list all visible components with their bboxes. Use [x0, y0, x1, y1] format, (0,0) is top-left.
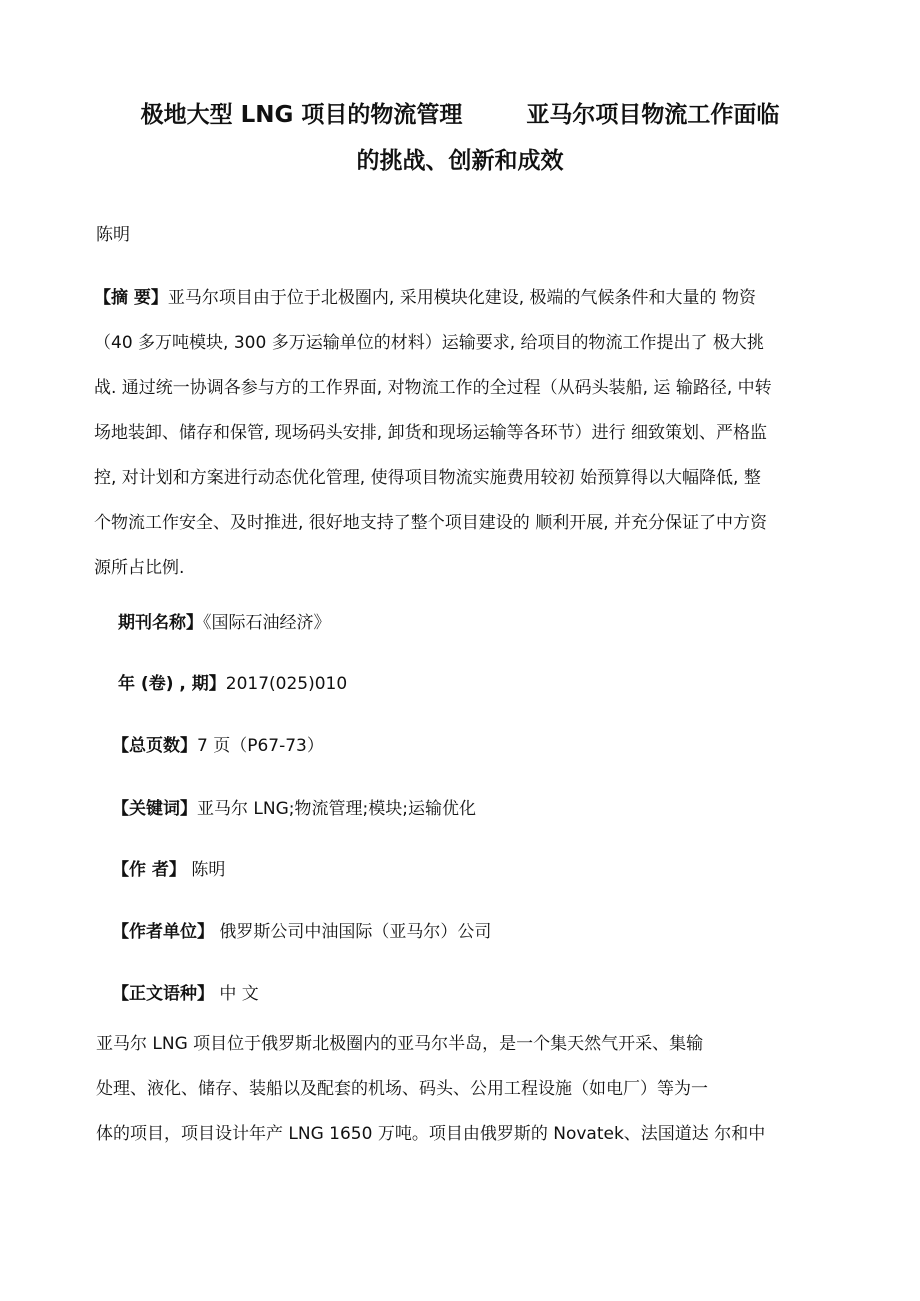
meta-keywords — [112, 794, 476, 819]
meta-author — [112, 855, 225, 880]
meta-issue — [118, 669, 347, 694]
abstract-line-6: 个物流工作安全、及时推进, 很好地支持了整个项目建设的 顺利开展, 并充分保证了中方资 — [94, 513, 768, 533]
meta-pages-value: 7 页（P67-73） — [197, 736, 324, 756]
meta-author-value: 陈明 — [185, 860, 226, 880]
meta-journal-label: 期刊名称】 — [118, 613, 203, 633]
body-paragraph — [96, 1022, 836, 1157]
meta-pages-label: 【总页数】 — [112, 736, 197, 756]
meta-keywords-label: 【关键词】 — [112, 799, 197, 819]
meta-language-value: 中 文 — [214, 984, 259, 1004]
title-line-2: 的挑战、创新和成效 — [356, 148, 564, 174]
abstract-line-7: 源所占比例. — [94, 558, 185, 578]
meta-journal — [118, 608, 331, 633]
meta-language — [112, 979, 259, 1004]
meta-author-label: 【作 者】 — [112, 860, 186, 880]
title-line-1 — [70, 92, 850, 138]
meta-language-label: 【正文语种】 — [112, 984, 214, 1004]
meta-issue-label: 年 (卷) , 期】 — [118, 674, 226, 694]
meta-issue-value: 2017(025)010 — [225, 674, 348, 694]
abstract — [94, 276, 834, 591]
document-title — [70, 92, 850, 184]
body-line-1: 亚马尔 LNG 项目位于俄罗斯北极圈内的亚马尔半岛，是一个集天然气开采、集输 — [96, 1034, 704, 1054]
abstract-line-4: 场地装卸、储存和保管, 现场码头安排, 卸货和现场运输等各环节）进行 细致策划、严格监 — [94, 423, 768, 443]
meta-keywords-value: 亚马尔 LNG;物流管理;模块;运输优化 — [197, 799, 476, 819]
abstract-line-1: 【摘 要】亚马尔项目由于位于北极圈内, 采用模块化建设, 极端的气候条件和大量的 物资 — [94, 288, 756, 308]
body-line-3: 体的项目，项目设计年产 LNG 1650 万吨。项目由俄罗斯的 Novatek、法国道达 尔和中 — [96, 1124, 766, 1144]
title-part-1: 极地大型 LNG 项目的物流管理 — [140, 102, 463, 128]
abstract-line-2: （40 多万吨模块, 300 多万运输单位的材料）运输要求, 给项目的物流工作提出了 极大挑 — [94, 333, 764, 353]
meta-journal-value: 《国际石油经济》 — [203, 613, 331, 633]
meta-pages — [112, 731, 324, 756]
body-line-2: 处理、液化、储存、装船以及配套的机场、码头、公用工程设施（如电厂）等为一 — [96, 1079, 708, 1099]
meta-affiliation-value: 俄罗斯公司中油国际（亚马尔）公司 — [214, 922, 492, 942]
abstract-line-3: 战. 通过统一协调各参与方的工作界面, 对物流工作的全过程（从码头装船, 运 输路径, 中转 — [94, 378, 772, 398]
meta-affiliation-label: 【作者单位】 — [112, 922, 214, 942]
meta-affiliation — [112, 917, 491, 942]
title-part-2: 亚马尔项目物流工作面临 — [526, 102, 780, 128]
abstract-label: 【摘 要】 — [94, 288, 168, 308]
abstract-line-5: 控, 对计划和方案进行动态优化管理, 使得项目物流实施费用较初 始预算得以大幅降低, 整 — [94, 468, 761, 488]
author-name: 陈明 — [96, 225, 130, 245]
